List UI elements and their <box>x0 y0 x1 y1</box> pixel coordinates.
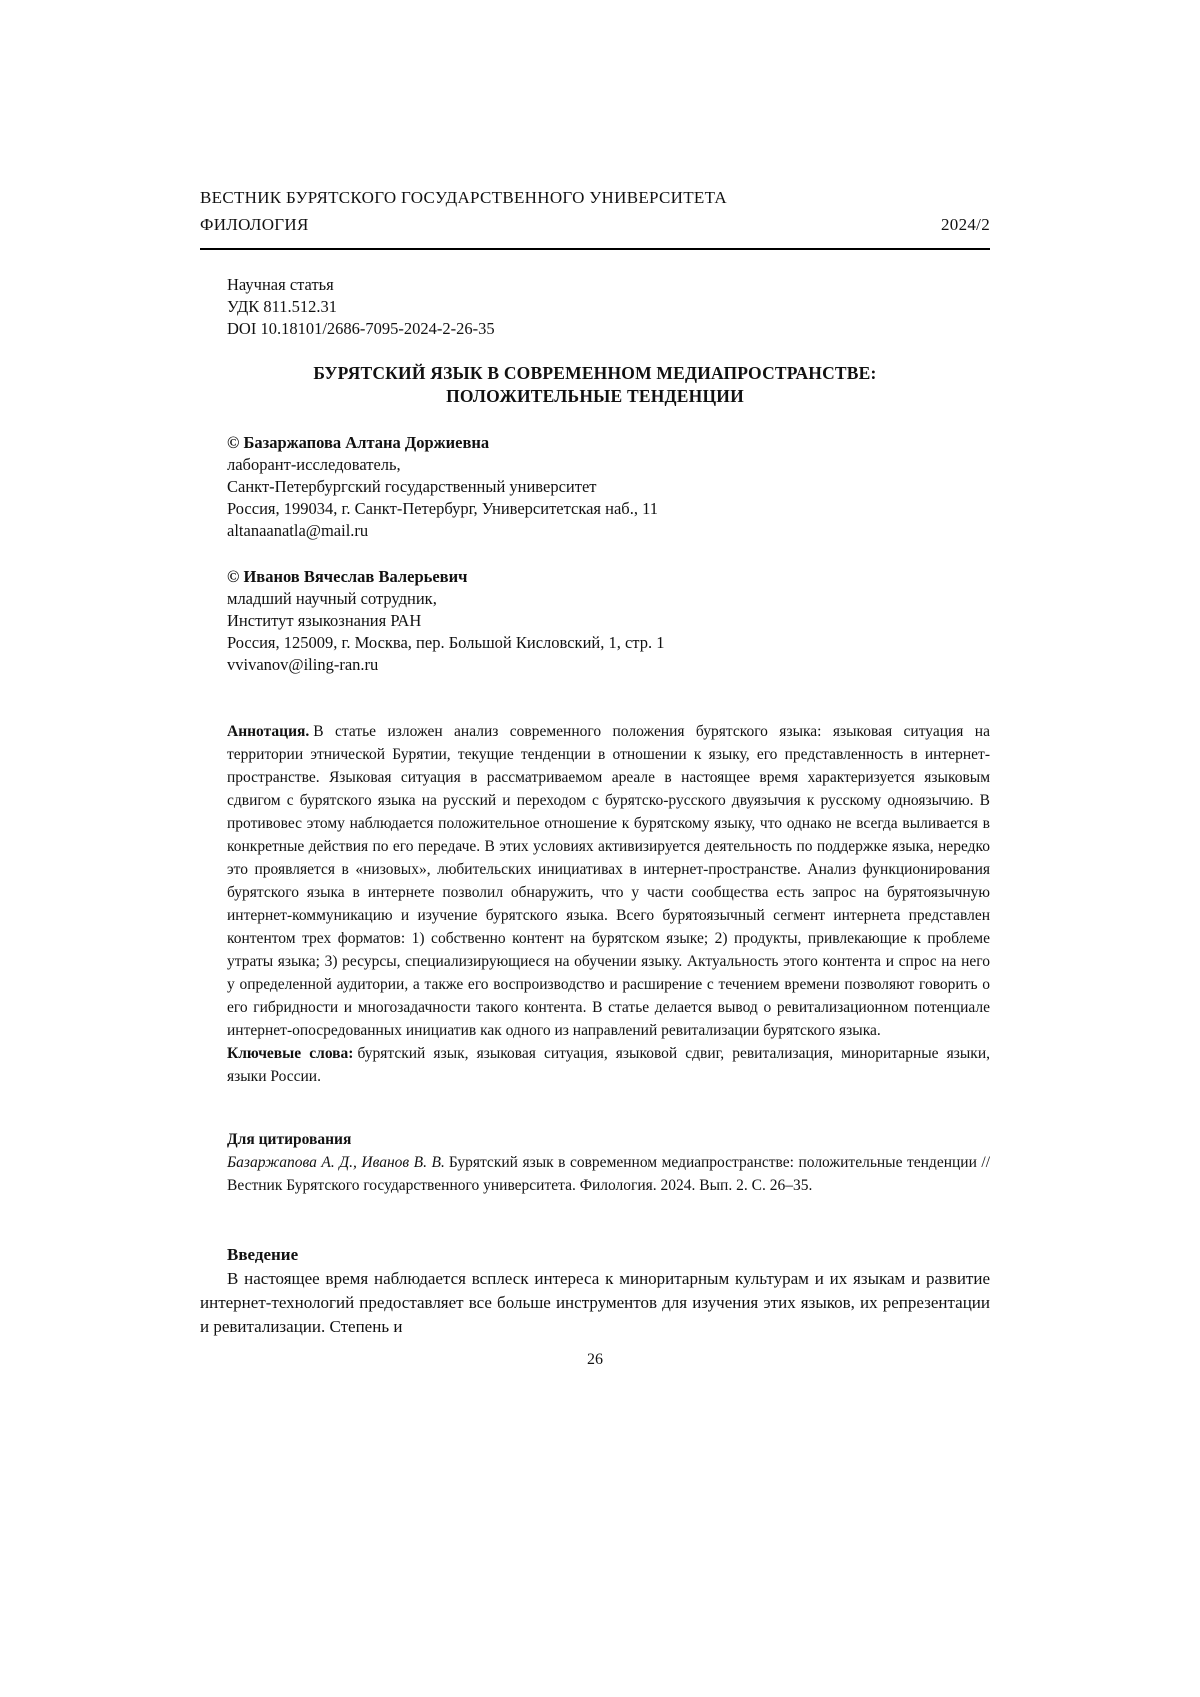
author-address: Россия, 125009, г. Москва, пер. Большой Кисловский, 1, стр. 1 <box>227 633 665 652</box>
article-title-line1: БУРЯТСКИЙ ЯЗЫК В СОВРЕМЕННОМ МЕДИАПРОСТРАНСТВЕ: <box>313 363 877 383</box>
header-rule <box>200 248 990 250</box>
introduction-paragraph: В настоящее время наблюдается всплеск интереса к миноритарным культурам и их языкам и развитие интернет-технологий предоставляет все больше инструментов для изучения этих языков, их репрезентации и ревитализации. Степень и <box>200 1269 990 1336</box>
author-name: © Базаржапова Алтана Доржиевна <box>227 433 490 452</box>
author-address: Россия, 199034, г. Санкт-Петербург, Университетская наб., 11 <box>227 499 658 518</box>
abstract-paragraph <box>227 720 990 1042</box>
author-block-1 <box>227 432 990 542</box>
citation-block <box>227 1128 990 1197</box>
page-number: 26 <box>587 1351 603 1368</box>
page-footer <box>200 1351 990 1369</box>
author-affiliation: Санкт-Петербургский государственный университет <box>227 477 597 496</box>
abstract-text: В статье изложен анализ современного положения бурятского языка: языковая ситуация на территории этнической Бурятии, текущие тенденции в отношении к языку, его представленность в интернет-пространстве. Языковая ситуация в рассматриваемом ареале в настоящее время характеризуется языковым сдвигом с бурятского языка на русский и переходом с бурятско-русского двуязычия к русскому одноязычию. В противовес этому наблюдается положительное отношение к бурятскому языку, что однако не всегда выливается в конкретные действия по его передаче. В этих условиях активизируется деятельность по поддержке языка, нередко это проявляется в «низовых», любительских инициативах в интернет-пространстве. Анализ функционирования бурятского языка в интернете позволил обнаружить, что у части сообщества есть запрос на бурятоязычную интернет-коммуникацию и изучение бурятского языка. Всего бурятоязычный сегмент интернета представлен контентом трех форматов: 1) собственно контент на бурятском языке; 2) продукты, привлекающие к проблеме утраты языка; 3) ресурсы, специализирующиеся на обучении языку. Актуальность этого контента и спрос на него у определенной аудитории, а также его воспроизводство и расширение с течением времени позволяют говорить о его гибридности и многозадачности такого контента. В статье делается вывод о ревитализационном потенциале интернет-опосредованных инициатив как одного из направлений ревитализации бурятского языка. <box>227 723 990 1039</box>
author-affiliation: Институт языкознания РАН <box>227 611 422 630</box>
journal-title: ВЕСТНИК БУРЯТСКОГО ГОСУДАРСТВЕННОГО УНИВЕРСИТЕТА <box>200 188 727 207</box>
running-head <box>200 184 990 250</box>
citation-text-line <box>227 1151 990 1197</box>
citation-heading: Для цитирования <box>227 1131 352 1148</box>
keywords-label: Ключевые слова: <box>227 1045 354 1062</box>
udc-number: УДК 811.512.31 <box>227 297 338 316</box>
author-position: лаборант-исследователь, <box>227 455 401 474</box>
abstract-label: Аннотация. <box>227 723 310 740</box>
article-title <box>200 362 990 408</box>
article-meta <box>227 274 990 340</box>
author-email: altanaanatla@mail.ru <box>227 521 369 540</box>
citation-text: Бурятский язык в современном медиапространстве: положительные тенденции // Вестник Бурятского государственного университета. Филология. 2024. Вып. 2. С. 26–35. <box>227 1154 991 1194</box>
author-position: младший научный сотрудник, <box>227 589 437 608</box>
article-type: Научная статья <box>227 275 334 294</box>
issue-number: 2024/2 <box>940 215 990 234</box>
author-block-2 <box>227 566 990 676</box>
author-email: vvivanov@iling-ran.ru <box>227 655 379 674</box>
doi-number: DOI 10.18101/2686-7095-2024-2-26-35 <box>227 319 495 338</box>
citation-authors: Базаржапова А. Д., Иванов В. В. <box>227 1154 445 1171</box>
author-name: © Иванов Вячеслав Валерьевич <box>227 567 468 586</box>
keywords-text: бурятский язык, языковая ситуация, языковой сдвиг, ревитализация, миноритарные языки, языки России. <box>227 1045 990 1085</box>
introduction-section <box>200 1243 990 1339</box>
article-title-line2: ПОЛОЖИТЕЛЬНЫЕ ТЕНДЕНЦИИ <box>446 386 744 406</box>
journal-section: ФИЛОЛОГИЯ <box>200 215 309 234</box>
section-heading-introduction: Введение <box>227 1245 299 1264</box>
keywords-paragraph <box>227 1042 990 1088</box>
